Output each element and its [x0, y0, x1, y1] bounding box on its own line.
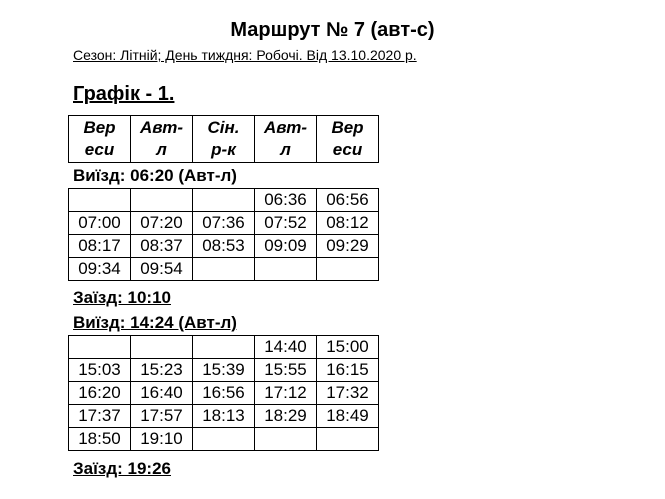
- column-header: Авт- л: [131, 116, 193, 163]
- trip1-block: [68, 188, 379, 281]
- time-cell: 08:37: [131, 235, 193, 258]
- table-row: [69, 189, 379, 212]
- table-row: [69, 235, 379, 258]
- season-subtitle: Сезон: Літній; День тиждня: Робочі. Від 13.10.2020 р.: [73, 47, 417, 63]
- time-cell: 16:56: [193, 382, 255, 405]
- table-row: [69, 405, 379, 428]
- table-row: [69, 258, 379, 281]
- route-title: Маршрут № 7 (авт-с): [230, 19, 435, 41]
- table-row: [69, 212, 379, 235]
- time-cell: 15:03: [69, 359, 131, 382]
- time-cell: 17:32: [317, 382, 379, 405]
- column-header: Авт- л: [255, 116, 317, 163]
- trip1-arrival: Заїзд: 10:10: [73, 288, 171, 307]
- time-cell: 17:57: [131, 405, 193, 428]
- time-cell: 06:36: [255, 189, 317, 212]
- time-cell: [69, 189, 131, 212]
- time-cell: 09:54: [131, 258, 193, 281]
- time-cell: 09:34: [69, 258, 131, 281]
- column-header: Вер еси: [69, 116, 131, 163]
- time-cell: 08:12: [317, 212, 379, 235]
- time-cell: 07:20: [131, 212, 193, 235]
- time-cell: [193, 189, 255, 212]
- time-cell: [131, 336, 193, 359]
- trip2-times-table: [68, 335, 379, 451]
- time-cell: 15:00: [317, 336, 379, 359]
- time-cell: 08:53: [193, 235, 255, 258]
- time-cell: 08:17: [69, 235, 131, 258]
- time-cell: 16:15: [317, 359, 379, 382]
- column-header: Сін. р-к: [193, 116, 255, 163]
- time-cell: 07:00: [69, 212, 131, 235]
- time-cell: 16:40: [131, 382, 193, 405]
- time-cell: [255, 258, 317, 281]
- time-cell: 09:29: [317, 235, 379, 258]
- trip2-arrival: Заїзд: 19:26: [73, 459, 171, 478]
- trip2-departure: Виїзд: 14:24 (Авт-л): [73, 313, 237, 332]
- time-cell: [193, 258, 255, 281]
- time-cell: 17:37: [69, 405, 131, 428]
- table-row: [69, 359, 379, 382]
- time-cell: [317, 428, 379, 451]
- table-row: [69, 382, 379, 405]
- time-cell: 07:52: [255, 212, 317, 235]
- time-cell: 15:39: [193, 359, 255, 382]
- header-block: [68, 115, 379, 163]
- time-cell: 18:49: [317, 405, 379, 428]
- trip2-block: [68, 335, 379, 451]
- time-cell: 16:20: [69, 382, 131, 405]
- header-row: [69, 116, 379, 163]
- time-cell: [193, 428, 255, 451]
- time-cell: 18:50: [69, 428, 131, 451]
- time-cell: 06:56: [317, 189, 379, 212]
- trip1-times-table: [68, 188, 379, 281]
- time-cell: 19:10: [131, 428, 193, 451]
- time-cell: 15:23: [131, 359, 193, 382]
- trip1-departure: Виїзд: 06:20 (Авт-л): [73, 166, 237, 185]
- time-cell: 18:13: [193, 405, 255, 428]
- column-header: Вер еси: [317, 116, 379, 163]
- time-cell: [131, 189, 193, 212]
- column-header-table: [68, 115, 379, 163]
- time-cell: 07:36: [193, 212, 255, 235]
- table-row: [69, 428, 379, 451]
- time-cell: 15:55: [255, 359, 317, 382]
- time-cell: 09:09: [255, 235, 317, 258]
- table-row: [69, 336, 379, 359]
- time-cell: [69, 336, 131, 359]
- time-cell: [317, 258, 379, 281]
- time-cell: 14:40: [255, 336, 317, 359]
- time-cell: [193, 336, 255, 359]
- time-cell: 17:12: [255, 382, 317, 405]
- time-cell: [255, 428, 317, 451]
- schedule-title: Графік - 1.: [73, 83, 175, 105]
- time-cell: 18:29: [255, 405, 317, 428]
